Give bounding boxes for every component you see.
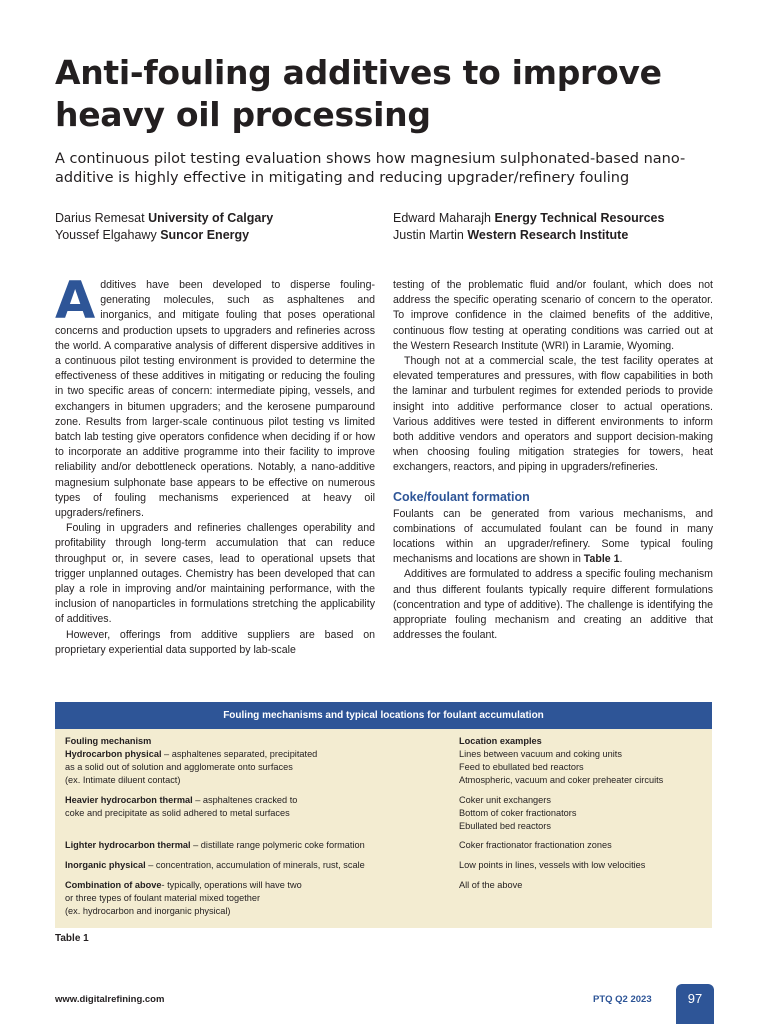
body-paragraph-2: Fouling in upgraders and refineries challenges operability and profitability through long-term accumulation that can reduce throughput or, in severe cases, lead to operational upsets that trigger unplanned outages. Chemistry has been developed that can play a role in improving and/or maintaining performance, with the inclusion of nanoparticles in formulations stretching the applicability of additives. [55,522,375,626]
mechanism-desc: – concentration, accumulation of minerals, rust, scale [145,860,365,870]
paragraph-text: dditives have been developed to disperse fouling-generating molecules, such as asphaltenes and inorganics, and mitigate fouling that poses operational concerns and production upsets to upgraders and refineries across the world. A comparative analysis of different dispersive additives in a continuous pilot testing environment is provided to determine the effectiveness of these additives in mitigating or reducing the fouling in two specific areas of concern: intermediate piping, vessels, and exchangers in bitumen upgraders; and the kerosene pumparound zone. Results from larger-scale continuous pilot testing vs limited batch lab testing give operators confidence when deciding if or how to incorporate an additive programme into their facility to improve reliability and/or debottleneck operations. Notably, a nano-additive magnesium sulphonate base appears to be effective on numerous types of fouling mechanisms experienced at heavy oil upgraders/refiners. [55,279,375,520]
author-affiliation: Western Research Institute [467,228,629,242]
paragraph-text: . [619,553,623,566]
body-paragraph-1 [55,271,375,521]
location-text: Ebullated bed reactors [459,821,551,831]
location-text: All of the above [459,880,523,890]
table-caption: Table 1 [55,933,89,944]
column-header [459,735,709,748]
author-4 [393,227,664,244]
body-paragraph-4: testing of the problematic fluid and/or foulant, which does not address the specific operating scenario of concern to the operator. To improve confidence in the claimed benefits of the additive, continuous flow testing at operating conditions was carried out at the Western Research Institute (WRI) in Laramie, Wyoming. [393,279,713,352]
article-subtitle: A continuous pilot testing evaluation shows how magnesium sulphonated-based nano-additive is highly effective in mitigating and reducing upgrader/refinery fouling [55,151,686,186]
author-name: Edward Maharajh [393,211,491,225]
body-column-left [55,271,375,658]
location-cell [459,879,709,892]
body-paragraph-5: Though not at a commercial scale, the test facility operates at elevated temperatures and pressures, with flow capabilities in both the laminar and turbulent regimes for extended periods to provide insight into additive performance closer to actual operations. Various additives were tested in different environments to inform both additive vendors and operators and support decision-making when choosing fouling mitigation strategies for towers, heat exchangers, reactors, and piping in upgraders/refineries. [393,355,713,474]
author-affiliation: Suncor Energy [160,228,250,242]
column-header-text: Fouling mechanism [65,736,152,746]
author-name: Youssef Elgahawy [55,228,157,242]
mechanism-desc: – asphaltenes cracked to [192,795,298,805]
mechanism-desc: coke and precipitate as solid adhered to metal surfaces [65,808,290,818]
column-header [65,735,445,748]
mechanism-name: Heavier hydrocarbon thermal [65,795,193,805]
mechanism-cell [65,794,445,820]
author-2 [55,227,273,244]
drop-cap: A [55,271,96,331]
location-cell [459,859,709,872]
location-text: Bottom of coker fractionators [459,808,577,818]
article-title: Anti-fouling additives to improve heavy oil processing [55,53,662,134]
mechanism-name: Combination of above [65,880,162,890]
mechanism-desc: – distillate range polymeric coke formation [190,840,365,850]
mechanism-desc: – asphaltenes separated, precipitated [161,749,318,759]
body-paragraph-6 [393,507,713,568]
author-affiliation: Energy Technical Resources [494,211,665,225]
mechanism-cell [65,859,445,872]
table-reference: Table 1 [583,553,620,566]
mechanism-name: Hydrocarbon physical [65,749,162,759]
mechanism-cell [65,879,445,918]
mechanism-desc: (ex. Intimate diluent contact) [65,775,181,785]
body-paragraph-3: However, offerings from additive suppliers are based on proprietary experiential data supported by lab-scale [55,628,375,656]
section-heading: Coke/foulant formation [393,489,530,504]
location-text: Lines between vacuum and coking units [459,749,622,759]
location-text: Low points in lines, vessels with low velocities [459,860,646,870]
table-title: Fouling mechanisms and typical locations for foulant accumulation [55,702,712,729]
location-cell [459,748,709,787]
page-number: 97 [676,984,714,1024]
author-1 [55,210,273,227]
column-header-text: Location examples [459,736,542,746]
mechanism-desc: (ex. hydrocarbon and inorganic physical) [65,906,231,916]
authors-right [393,210,664,244]
mechanism-desc: or three types of foulant material mixed together [65,893,261,903]
author-name: Justin Martin [393,228,464,242]
location-text: Coker unit exchangers [459,795,551,805]
mechanism-desc: - typically, operations will have two [161,880,302,890]
mechanism-desc: as a solid out of solution and agglomerate onto surfaces [65,762,293,772]
author-name: Darius Remesat [55,211,145,225]
authors-left [55,210,273,244]
location-cell [459,839,709,852]
location-cell [459,794,709,833]
mechanism-name: Inorganic physical [65,860,146,870]
location-text: Feed to ebullated bed reactors [459,762,584,772]
location-text: Coker fractionator fractionation zones [459,840,612,850]
mechanism-cell [65,748,445,787]
footer-url[interactable]: www.digitalrefining.com [55,994,165,1005]
paragraph-text: Foulants can be generated from various mechanisms, and combinations of accumulated foulant can be found in many locations within an upgrader/refinery. Some typical fouling mechanisms and locations are shown in [393,507,713,566]
mechanism-cell [65,839,445,852]
location-text: Atmospheric, vacuum and coker preheater circuits [459,775,664,785]
footer-issue: PTQ Q2 2023 [593,994,652,1005]
fouling-table [55,702,712,928]
author-3 [393,210,664,227]
mechanism-name: Lighter hydrocarbon thermal [65,840,191,850]
author-affiliation: University of Calgary [148,211,274,225]
body-paragraph-7: Additives are formulated to address a specific fouling mechanism and thus different foulants typically require different formulations (concentration and type of additive). The challenge is identifying the appropriate fouling mechanism and creating an additive that addresses the foulant. [393,568,713,642]
body-column-right [393,278,713,643]
